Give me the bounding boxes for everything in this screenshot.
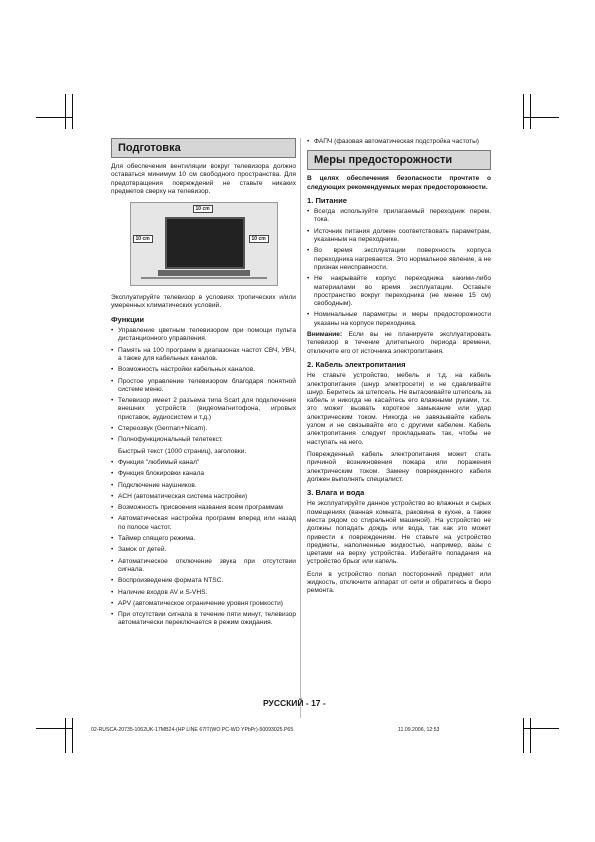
crop-mark-tr-v	[523, 94, 524, 129]
climate-note: Эксплуатируйте телевизор в условиях тропических и/или умеренных климатических условий.	[111, 294, 296, 310]
list-item: • Простое управление телевизором благодаря понятной системе меню.	[111, 378, 296, 395]
clearance-left-label: 10 cm	[133, 235, 153, 243]
crop-mark-br-v	[523, 718, 524, 753]
functions-title: Функции	[111, 314, 145, 324]
list-item: • Во время эксплуатации поверхность корпуса переходника нагревается. Это нормальное явление, а не признак неисправности.	[307, 247, 491, 272]
clearance-right-label: 10 cm	[249, 235, 269, 243]
right-column	[307, 138, 491, 600]
afc-list	[307, 138, 491, 146]
crop-mark-bl-v2	[72, 718, 73, 753]
list-item: • Управление цветным телевизором при помощи пульта дистанционного управления.	[111, 327, 296, 344]
list-item: • Память на 100 программ в диапазонах частот СВЧ, УВЧ, а также для кабельных каналов.	[111, 347, 296, 364]
preparation-heading: Подготовка	[111, 138, 296, 158]
list-item: • ACH (автоматическая система настройки)	[111, 493, 296, 501]
footer-filename: 02-RUSCA-20735-1062UK-17MB24-(HP LINE 67IT(WO PC-WO YPbPr)-50093025.P65	[91, 727, 294, 733]
ventilation-paragraph: Для обеспечения вентиляции вокруг телевизора должно оставаться минимум 10 см свободного пространства. Для предотвращения повреждений не ставьте никаких предметов сверху на телевизор.	[111, 163, 296, 195]
list-item: • Стереозвук (German+Nicam).	[111, 425, 296, 433]
list-item: • Возможность присвоения названия всем программам	[111, 504, 296, 512]
list-item: • Номинальные параметры и меры предосторожности указаны на корпусе переходника.	[307, 311, 491, 328]
cable-paragraph-2: Поврежденный кабель электропитания может стать причиной возникновения пожара или поражения электрическим током. Замену поврежденного кабеля должен выполнять специалист.	[307, 450, 491, 483]
crop-mark-tl-h	[36, 117, 72, 118]
list-item: • APV (автоматическое ограничение уровня громкости)	[111, 600, 296, 608]
list-item: • Функция "любимый канал"	[111, 459, 296, 467]
tv-screen	[165, 217, 245, 269]
precautions-intro: В целях обеспечения безопасности прочтите о следующих рекомендуемых мерах предосторожности.	[307, 175, 491, 191]
list-item: • Источник питания должен соответствовать параметрам, указанным на переходнике.	[307, 228, 491, 245]
list-item: • Телевизор имеет 2 разъема типа Scart для подключения внешних устройств (видеомагнитофона, игровых приставок, аудиосистем и т.д.)	[111, 397, 296, 422]
crop-mark-tl-v2	[72, 94, 73, 129]
power-section-title: 1. Питание	[307, 195, 347, 205]
functions-list	[111, 327, 296, 628]
moisture-paragraph-1: Не эксплуатируйте данное устройство во влажных и сырых помещениях (ванная комната, раковина в кухне, а также места рядом со стиральной машиной). На устройство не должны попадать дождь или вода, так как это может привести к повреждениям. Не ставьте на устройство предметы, наполненные жидкостью, например, вазы с цветами на верху устройства. Избегайте попадания на устройство брызг или капель.	[307, 500, 491, 566]
list-item: • Функция блокировки канала	[111, 470, 296, 478]
footer-timestamp: 11.09.2006, 12:53	[398, 727, 440, 733]
power-list	[307, 208, 491, 328]
precautions-heading: Меры предосторожности	[307, 150, 491, 170]
list-item: • Не накрывайте корпус переходника какими-либо материалами во время эксплуатации. Оставьте пространство вокруг переходника (не менее 15 см) свободным).	[307, 275, 491, 308]
crop-mark-tr-h	[523, 117, 559, 118]
list-item: • При отсутствии сигнала в течение пяти минут, телевизор автоматически переключается в режим ожидания.	[111, 611, 296, 628]
list-item: Быстрый текст (1000 страниц), заголовки.	[118, 447, 247, 455]
crop-mark-br-v2	[530, 718, 531, 753]
warning-paragraph: Внимание: Если вы не планируете эксплуатировать телевизор в течение длительного периода времени, отключите его от источника электропитания.	[307, 331, 491, 355]
crop-mark-bl-v	[65, 718, 66, 753]
left-column	[111, 138, 296, 631]
crop-mark-br-h	[523, 728, 559, 729]
tv-stand	[158, 270, 250, 276]
cable-section-title: 2. Кабель электропитания	[307, 359, 406, 369]
list-item: • Автоматическое отключение звука при отсутствии сигнала.	[111, 558, 296, 575]
list-item: • Автоматическая настройка программ вперед или назад по полосе частот.	[111, 515, 296, 532]
column-divider	[300, 138, 301, 718]
moisture-section-title: 3. Влага и вода	[307, 488, 365, 498]
list-item: • Возможность настройки кабельных каналов.	[111, 366, 296, 374]
crop-mark-tl-v	[65, 94, 66, 129]
moisture-paragraph-2: Если в устройство попал посторонний предмет или жидкость, отключите аппарат от сети и обратитесь в бюро ремонта.	[307, 570, 491, 595]
crop-mark-bl-h	[36, 728, 72, 729]
list-item: • Замок от детей.	[111, 546, 296, 554]
clearance-top-label: 10 cm	[193, 205, 213, 213]
list-item: • Таймер спящего режима.	[111, 535, 296, 543]
floor-line	[141, 277, 267, 279]
cable-paragraph-1: Не ставьте устройство, мебель и т.д. на кабель электропитания (шнур электросети) и не сдавливайте шнур. Беритесь за штепсель. Не вытаскивайте штепсель за кабель и никогда не касайтесь его влажными руками, т.к. это может вызвать короткое замыкание или удар электрическим током. Никогда не завязывайте кабель узлом и не связывайте его с другими кабелем. Кабель электропитания следует прокладывать так, чтобы не наступать на него.	[307, 372, 491, 446]
page-number: РУССКИЙ - 17 -	[263, 698, 326, 708]
tv-clearance-figure	[130, 202, 278, 286]
list-item: • Подключение наушников.	[111, 482, 296, 490]
list-item: • Всегда используйте прилагаемый переходник перем. тока.	[307, 208, 491, 225]
list-item: • ФАПЧ (фазовая автоматическая подстройка частоты)	[307, 138, 491, 146]
list-item: • Полнофункциональный телетекст.	[111, 436, 296, 444]
list-item: • Наличие входов AV и S-VHS.	[111, 589, 296, 597]
crop-mark-tr-v2	[530, 94, 531, 129]
list-item: • Воспроизведение формата NTSC.	[111, 577, 296, 585]
